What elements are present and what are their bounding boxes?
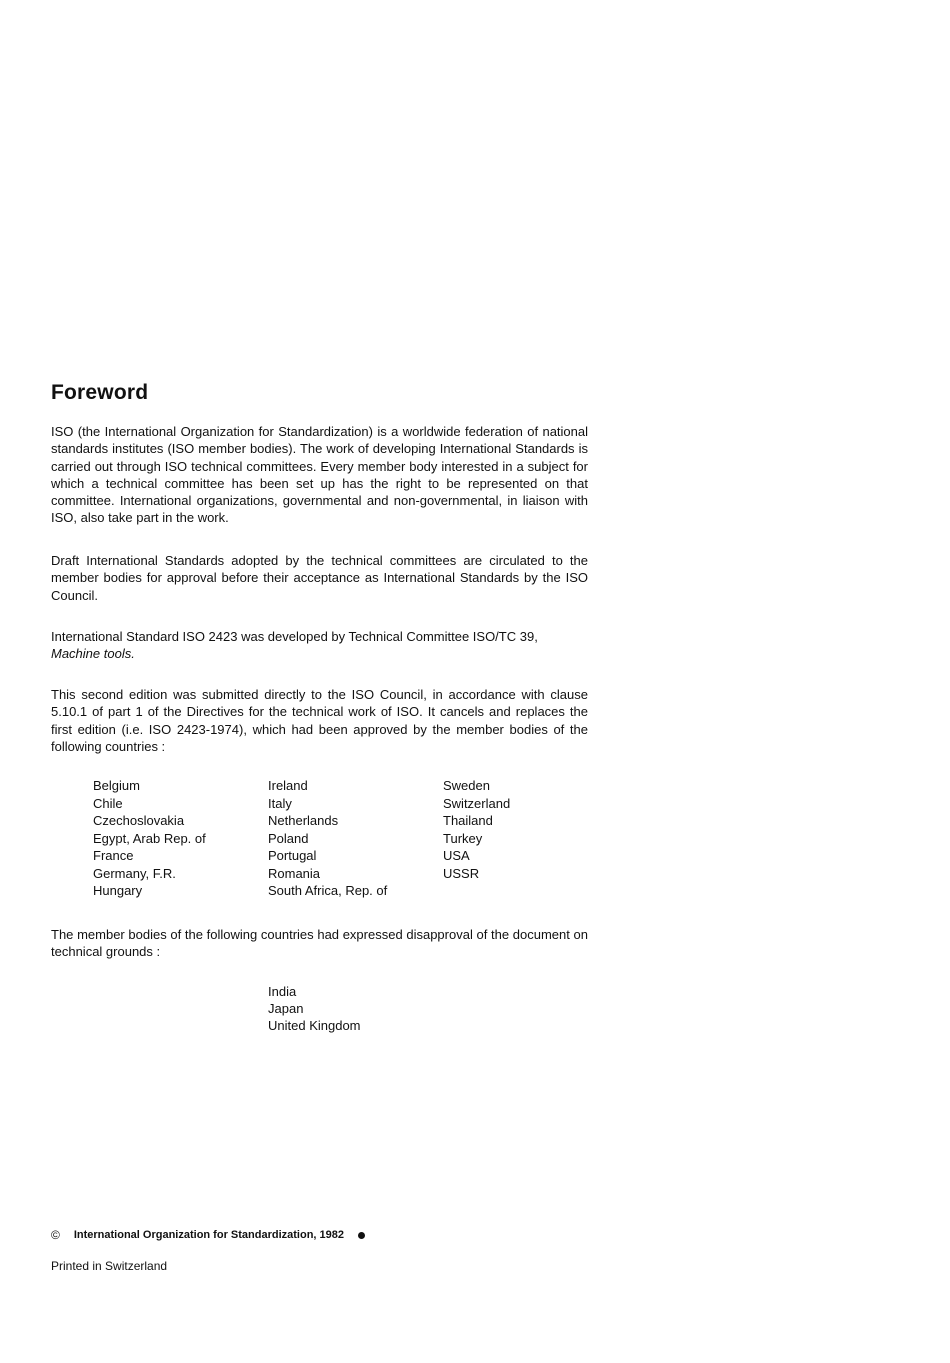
bullet-icon bbox=[358, 1232, 365, 1239]
country-item: Chile bbox=[93, 795, 123, 811]
country-item: Hungary bbox=[93, 883, 143, 898]
country-item: USSR bbox=[443, 865, 480, 881]
paragraph-edition: This second edition was submitted directly to the ISO Council, in accordance with clause 5.10.1 of part 1 of the Directives for the technical work of ISO. It cancels and replaces the first edition (i.e. ISO 2423-1974), which had been approved by the member bodies of the following countries : bbox=[51, 687, 588, 754]
paragraph-development bbox=[51, 628, 588, 663]
country-item: Japan bbox=[268, 1001, 304, 1016]
country-item: Germany, F.R. bbox=[93, 865, 176, 881]
paragraph-iso-intro: ISO (the International Organization for Standardization) is a worldwide federation of national standards institutes (ISO member bodies). The work of developing International Standards is carried out through ISO technical committees. Every member body interested in a subject for which a technical committee has been set up has the right to be represented on that committee. International organizations, governmental and non-governmental, in liaison with ISO, also take part in the work. bbox=[51, 424, 588, 526]
country-item: Italy bbox=[268, 795, 292, 811]
country-item: Poland bbox=[268, 830, 309, 846]
page-title: Foreword bbox=[51, 381, 149, 404]
country-item: Belgium bbox=[93, 778, 140, 793]
country-item: Egypt, Arab Rep. of bbox=[93, 830, 206, 846]
country-item: USA bbox=[443, 848, 470, 863]
country-column-1 bbox=[93, 777, 268, 900]
country-item: India bbox=[268, 984, 297, 999]
country-item: Switzerland bbox=[443, 795, 511, 811]
country-item: Czechoslovakia bbox=[93, 813, 185, 828]
disapproving-countries-list bbox=[268, 983, 361, 1034]
country-item: France bbox=[93, 848, 134, 863]
committee-name: Machine tools. bbox=[51, 646, 135, 662]
paragraph-draft-standards: Draft International Standards adopted by the technical committees are circulated to the member bodies for approval before their acceptance as International Standards by the ISO Council. bbox=[51, 553, 588, 603]
country-item: Turkey bbox=[443, 830, 483, 846]
country-item: Netherlands bbox=[268, 813, 339, 828]
country-column-2 bbox=[268, 777, 443, 900]
copyright-line bbox=[51, 1228, 365, 1242]
country-item: Thailand bbox=[443, 813, 493, 828]
country-item: Ireland bbox=[268, 778, 308, 793]
printed-location: Printed in Switzerland bbox=[51, 1259, 168, 1273]
country-column-3 bbox=[443, 777, 593, 900]
development-text: International Standard ISO 2423 was developed by Technical Committee ISO/TC 39, bbox=[51, 629, 538, 644]
country-item: Portugal bbox=[268, 848, 317, 863]
approving-countries-list bbox=[93, 777, 593, 900]
country-item: Romania bbox=[268, 865, 321, 881]
paragraph-disapproval: The member bodies of the following countries had expressed disapproval of the document on technical grounds : bbox=[51, 927, 588, 960]
country-item: Sweden bbox=[443, 778, 490, 793]
copyright-symbol: © bbox=[51, 1228, 60, 1242]
copyright-text: International Organization for Standardization, 1982 bbox=[73, 1229, 344, 1241]
country-item: United Kingdom bbox=[268, 1018, 361, 1033]
country-item: South Africa, Rep. of bbox=[268, 883, 388, 898]
